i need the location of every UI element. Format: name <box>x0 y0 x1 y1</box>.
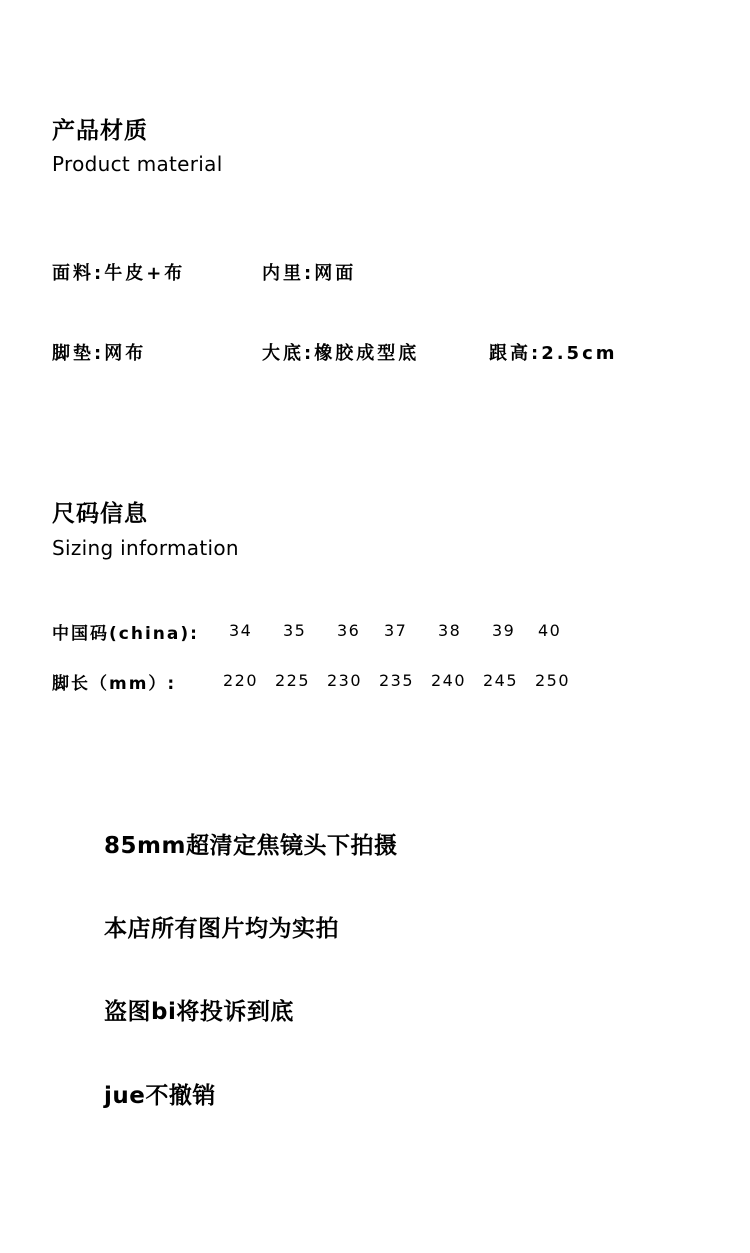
foot-length-value: 245 <box>483 671 519 690</box>
china-size-value: 36 <box>337 621 361 640</box>
foot-length-value: 240 <box>431 671 467 690</box>
china-size-value: 39 <box>492 621 516 640</box>
china-size-value: 40 <box>538 621 562 640</box>
spec-outsole: 大底:橡胶成型底 <box>262 343 420 364</box>
note-real-photos: 本店所有图片均为实拍 <box>104 916 339 942</box>
foot-length-value: 220 <box>223 671 259 690</box>
foot-length-value: 225 <box>275 671 311 690</box>
spec-heel-height: 跟高:2.5cm <box>489 343 618 364</box>
foot-length-value: 235 <box>379 671 415 690</box>
note-anti-theft: 盗图bi将投诉到底 <box>104 999 294 1025</box>
sizing-title-cn: 尺码信息 <box>52 501 148 527</box>
material-title-en: Product material <box>52 152 223 176</box>
china-size-value: 34 <box>229 621 253 640</box>
foot-length-value: 230 <box>327 671 363 690</box>
foot-length-label: 脚长（mm）: <box>52 674 177 694</box>
note-lens: 85mm超清定焦镜头下拍摄 <box>104 833 398 859</box>
sizing-title-en: Sizing information <box>52 536 239 560</box>
spec-insole: 脚垫:网布 <box>52 343 147 364</box>
note-no-withdraw: jue不撤销 <box>104 1083 216 1109</box>
china-size-value: 37 <box>384 621 408 640</box>
china-size-value: 35 <box>283 621 307 640</box>
china-size-label: 中国码(china): <box>52 624 199 644</box>
spec-lining: 内里:网面 <box>262 263 357 284</box>
spec-fabric: 面料:牛皮+布 <box>52 263 186 284</box>
material-title-cn: 产品材质 <box>52 118 148 144</box>
foot-length-value: 250 <box>535 671 571 690</box>
china-size-value: 38 <box>438 621 462 640</box>
